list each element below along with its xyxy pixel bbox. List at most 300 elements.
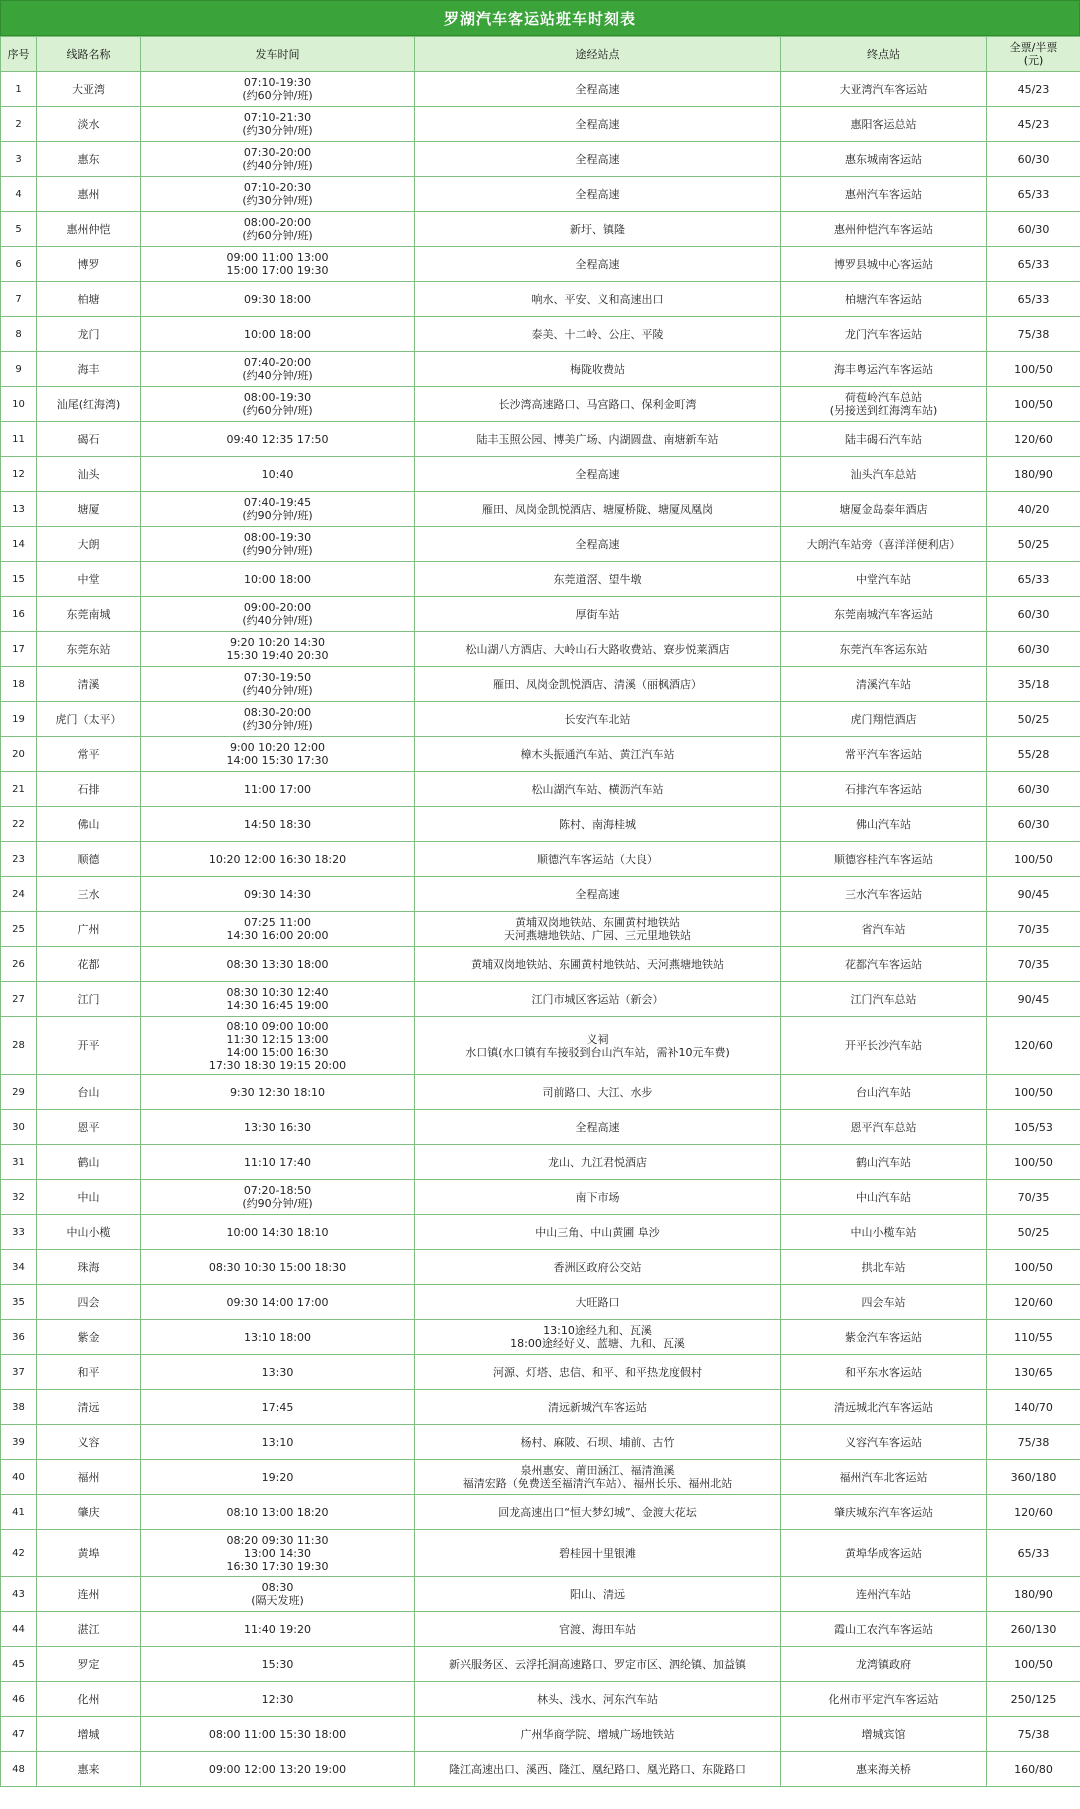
cell-via: 河源、灯塔、忠信、和平、和平热龙度假村 <box>415 1355 781 1390</box>
cell-no: 32 <box>1 1180 37 1215</box>
cell-no: 48 <box>1 1752 37 1787</box>
cell-time: 14:50 18:30 <box>141 807 415 842</box>
cell-fare: 360/180 <box>987 1460 1080 1495</box>
cell-no: 15 <box>1 562 37 597</box>
cell-line: 开平 <box>37 1017 141 1075</box>
cell-time: 08:00-20:00 (约60分钟/班) <box>141 212 415 247</box>
cell-no: 10 <box>1 387 37 422</box>
cell-dest: 汕头汽车总站 <box>781 457 987 492</box>
cell-time: 07:10-19:30 (约60分钟/班) <box>141 72 415 107</box>
table-row <box>1 107 1080 142</box>
cell-no: 45 <box>1 1647 37 1682</box>
table-row <box>1 807 1080 842</box>
table-row <box>1 352 1080 387</box>
table-row <box>1 1717 1080 1752</box>
cell-line: 惠来 <box>37 1752 141 1787</box>
cell-line: 福州 <box>37 1460 141 1495</box>
cell-line: 龙门 <box>37 317 141 352</box>
cell-dest: 拱北车站 <box>781 1250 987 1285</box>
cell-via: 泰美、十二岭、公庄、平陵 <box>415 317 781 352</box>
cell-via: 松山湖汽车站、横沥汽车站 <box>415 772 781 807</box>
cell-via: 黄埔双岗地铁站、东圃黄村地铁站、天河燕塘地铁站 <box>415 947 781 982</box>
cell-no: 39 <box>1 1425 37 1460</box>
timetable <box>0 36 1080 1787</box>
cell-dest: 开平长沙汽车站 <box>781 1017 987 1075</box>
table-row <box>1 317 1080 352</box>
cell-time: 17:45 <box>141 1390 415 1425</box>
cell-time: 13:10 <box>141 1425 415 1460</box>
cell-time: 9:30 12:30 18:10 <box>141 1075 415 1110</box>
table-row <box>1 947 1080 982</box>
table-row <box>1 667 1080 702</box>
table-row <box>1 702 1080 737</box>
cell-no: 46 <box>1 1682 37 1717</box>
table-row <box>1 632 1080 667</box>
cell-dest: 荷苞岭汽车总站 (另接送到红海湾车站) <box>781 387 987 422</box>
cell-via: 全程高速 <box>415 457 781 492</box>
cell-dest: 霞山工农汽车客运站 <box>781 1612 987 1647</box>
header-row <box>1 37 1080 72</box>
cell-time: 07:40-20:00 (约40分钟/班) <box>141 352 415 387</box>
cell-no: 41 <box>1 1495 37 1530</box>
table-row <box>1 387 1080 422</box>
cell-line: 恩平 <box>37 1110 141 1145</box>
cell-no: 17 <box>1 632 37 667</box>
cell-via: 全程高速 <box>415 72 781 107</box>
cell-time: 09:30 14:30 <box>141 877 415 912</box>
cell-via: 樟木头振通汽车站、黄江汽车站 <box>415 737 781 772</box>
cell-line: 连州 <box>37 1577 141 1612</box>
cell-fare: 100/50 <box>987 352 1080 387</box>
cell-dest: 增城宾馆 <box>781 1717 987 1752</box>
cell-fare: 90/45 <box>987 982 1080 1017</box>
cell-via: 全程高速 <box>415 877 781 912</box>
table-row <box>1 1752 1080 1787</box>
cell-fare: 45/23 <box>987 107 1080 142</box>
cell-time: 08:30-20:00 (约30分钟/班) <box>141 702 415 737</box>
cell-time: 08:00-19:30 (约60分钟/班) <box>141 387 415 422</box>
cell-via: 碧桂园十里银滩 <box>415 1530 781 1577</box>
cell-time: 11:40 19:20 <box>141 1612 415 1647</box>
cell-time: 10:00 18:00 <box>141 317 415 352</box>
cell-via: 香洲区政府公交站 <box>415 1250 781 1285</box>
cell-line: 中山小榄 <box>37 1215 141 1250</box>
cell-dest: 龙门汽车客运站 <box>781 317 987 352</box>
cell-via: 松山湖八方酒店、大岭山石大路收费站、寮步悦莱酒店 <box>415 632 781 667</box>
cell-no: 30 <box>1 1110 37 1145</box>
cell-line: 四会 <box>37 1285 141 1320</box>
cell-time: 08:20 09:30 11:30 13:00 14:30 16:30 17:30 19:30 <box>141 1530 415 1577</box>
cell-no: 23 <box>1 842 37 877</box>
cell-dest: 和平东水客运站 <box>781 1355 987 1390</box>
cell-line: 惠东 <box>37 142 141 177</box>
cell-line: 东莞南城 <box>37 597 141 632</box>
cell-via: 义祠 水口镇(水口镇有车接驳到台山汽车站，需补10元车费) <box>415 1017 781 1075</box>
table-row <box>1 1285 1080 1320</box>
cell-via: 长安汽车北站 <box>415 702 781 737</box>
cell-time: 08:00-19:30 (约90分钟/班) <box>141 527 415 562</box>
cell-no: 43 <box>1 1577 37 1612</box>
cell-via: 雁田、凤岗金凯悦酒店、塘厦桥陇、塘厦凤凰岗 <box>415 492 781 527</box>
table-row <box>1 177 1080 212</box>
cell-via: 梅陇收费站 <box>415 352 781 387</box>
cell-via: 陆丰玉照公园、博美广场、内湖圆盘、南塘新车站 <box>415 422 781 457</box>
header-no: 序号 <box>1 37 37 72</box>
cell-via: 13:10途经九和、瓦溪 18:00途经好义、蓝塘、九和、瓦溪 <box>415 1320 781 1355</box>
cell-line: 惠州 <box>37 177 141 212</box>
cell-no: 35 <box>1 1285 37 1320</box>
table-row <box>1 422 1080 457</box>
table-row <box>1 1530 1080 1577</box>
cell-fare: 100/50 <box>987 1145 1080 1180</box>
cell-via: 新圩、镇隆 <box>415 212 781 247</box>
cell-no: 5 <box>1 212 37 247</box>
cell-line: 和平 <box>37 1355 141 1390</box>
table-row <box>1 1075 1080 1110</box>
cell-via: 泉州惠安、莆田涵江、福清渔溪 福清宏路（免费送至福清汽车站）、福州长乐、福州北站 <box>415 1460 781 1495</box>
table-row <box>1 1250 1080 1285</box>
cell-line: 珠海 <box>37 1250 141 1285</box>
cell-via: 中山三角、中山黄圃 阜沙 <box>415 1215 781 1250</box>
cell-no: 22 <box>1 807 37 842</box>
cell-no: 9 <box>1 352 37 387</box>
cell-fare: 70/35 <box>987 947 1080 982</box>
cell-line: 淡水 <box>37 107 141 142</box>
cell-line: 佛山 <box>37 807 141 842</box>
cell-dest: 台山汽车站 <box>781 1075 987 1110</box>
cell-time: 09:30 18:00 <box>141 282 415 317</box>
table-row <box>1 1460 1080 1495</box>
cell-via: 清远新城汽车客运站 <box>415 1390 781 1425</box>
cell-via: 陈村、南海桂城 <box>415 807 781 842</box>
cell-via: 阳山、清远 <box>415 1577 781 1612</box>
cell-fare: 60/30 <box>987 632 1080 667</box>
cell-time: 08:30 (隔天发班) <box>141 1577 415 1612</box>
cell-via: 林头、浅水、河东汽车站 <box>415 1682 781 1717</box>
cell-no: 18 <box>1 667 37 702</box>
cell-line: 大朗 <box>37 527 141 562</box>
cell-dest: 清溪汽车站 <box>781 667 987 702</box>
cell-no: 21 <box>1 772 37 807</box>
cell-dest: 惠州仲恺汽车客运站 <box>781 212 987 247</box>
cell-time: 09:40 12:35 17:50 <box>141 422 415 457</box>
table-row <box>1 142 1080 177</box>
cell-no: 2 <box>1 107 37 142</box>
cell-fare: 75/38 <box>987 317 1080 352</box>
cell-fare: 50/25 <box>987 1215 1080 1250</box>
cell-time: 12:30 <box>141 1682 415 1717</box>
cell-no: 11 <box>1 422 37 457</box>
cell-via: 杨村、麻陂、石坝、埔前、古竹 <box>415 1425 781 1460</box>
table-row <box>1 212 1080 247</box>
cell-time: 08:30 10:30 12:40 14:30 16:45 19:00 <box>141 982 415 1017</box>
cell-no: 13 <box>1 492 37 527</box>
cell-time: 08:10 09:00 10:00 11:30 12:15 13:00 14:00 15:00 16:30 17:30 18:30 19:15 20:00 <box>141 1017 415 1075</box>
cell-line: 博罗 <box>37 247 141 282</box>
header-dest: 终点站 <box>781 37 987 72</box>
cell-no: 6 <box>1 247 37 282</box>
cell-dest: 陆丰碣石汽车站 <box>781 422 987 457</box>
cell-via: 全程高速 <box>415 1110 781 1145</box>
cell-line: 顺德 <box>37 842 141 877</box>
cell-via: 全程高速 <box>415 527 781 562</box>
cell-line: 肇庆 <box>37 1495 141 1530</box>
cell-fare: 105/53 <box>987 1110 1080 1145</box>
cell-via: 广州华商学院、增城广场地铁站 <box>415 1717 781 1752</box>
cell-line: 江门 <box>37 982 141 1017</box>
table-row <box>1 1215 1080 1250</box>
cell-via: 黄埔双岗地铁站、东圃黄村地铁站 天河燕塘地铁站、广园、三元里地铁站 <box>415 912 781 947</box>
table-row <box>1 877 1080 912</box>
header-line: 线路名称 <box>37 37 141 72</box>
cell-no: 28 <box>1 1017 37 1075</box>
cell-line: 大亚湾 <box>37 72 141 107</box>
cell-time: 07:40-19:45 (约90分钟/班) <box>141 492 415 527</box>
table-row <box>1 1612 1080 1647</box>
cell-dest: 清远城北汽车客运站 <box>781 1390 987 1425</box>
cell-via: 全程高速 <box>415 177 781 212</box>
cell-fare: 70/35 <box>987 1180 1080 1215</box>
cell-fare: 100/50 <box>987 842 1080 877</box>
cell-dest: 惠州汽车客运站 <box>781 177 987 212</box>
cell-line: 碣石 <box>37 422 141 457</box>
cell-no: 14 <box>1 527 37 562</box>
cell-dest: 惠东城南客运站 <box>781 142 987 177</box>
cell-no: 3 <box>1 142 37 177</box>
cell-fare: 160/80 <box>987 1752 1080 1787</box>
cell-fare: 180/90 <box>987 1577 1080 1612</box>
cell-fare: 65/33 <box>987 177 1080 212</box>
cell-dest: 大朗汽车站旁（喜洋洋便利店） <box>781 527 987 562</box>
table-row <box>1 1145 1080 1180</box>
cell-time: 10:20 12:00 16:30 18:20 <box>141 842 415 877</box>
cell-time: 11:00 17:00 <box>141 772 415 807</box>
cell-line: 台山 <box>37 1075 141 1110</box>
cell-no: 44 <box>1 1612 37 1647</box>
cell-fare: 100/50 <box>987 387 1080 422</box>
table-row <box>1 562 1080 597</box>
cell-via: 龙山、九江君悦酒店 <box>415 1145 781 1180</box>
cell-dest: 三水汽车客运站 <box>781 877 987 912</box>
cell-time: 07:10-21:30 (约30分钟/班) <box>141 107 415 142</box>
cell-via: 新兴服务区、云浮托洞高速路口、罗定市区、泗纶镇、加益镇 <box>415 1647 781 1682</box>
cell-time: 07:10-20:30 (约30分钟/班) <box>141 177 415 212</box>
cell-no: 4 <box>1 177 37 212</box>
table-row <box>1 1017 1080 1075</box>
page-title: 罗湖汽车客运站班车时刻表 <box>0 0 1080 36</box>
cell-no: 26 <box>1 947 37 982</box>
cell-no: 7 <box>1 282 37 317</box>
table-row <box>1 72 1080 107</box>
table-row <box>1 737 1080 772</box>
cell-fare: 130/65 <box>987 1355 1080 1390</box>
cell-fare: 100/50 <box>987 1647 1080 1682</box>
cell-fare: 55/28 <box>987 737 1080 772</box>
cell-dest: 恩平汽车总站 <box>781 1110 987 1145</box>
cell-line: 中堂 <box>37 562 141 597</box>
cell-dest: 江门汽车总站 <box>781 982 987 1017</box>
cell-fare: 60/30 <box>987 807 1080 842</box>
cell-fare: 260/130 <box>987 1612 1080 1647</box>
cell-via: 厚街车站 <box>415 597 781 632</box>
cell-via: 东莞道滘、望牛墩 <box>415 562 781 597</box>
cell-fare: 75/38 <box>987 1717 1080 1752</box>
cell-line: 罗定 <box>37 1647 141 1682</box>
cell-time: 07:30-19:50 (约40分钟/班) <box>141 667 415 702</box>
cell-via: 响水、平安、义和高速出口 <box>415 282 781 317</box>
cell-dest: 四会车站 <box>781 1285 987 1320</box>
table-row <box>1 1577 1080 1612</box>
cell-dest: 柏塘汽车客运站 <box>781 282 987 317</box>
cell-via: 全程高速 <box>415 142 781 177</box>
cell-line: 广州 <box>37 912 141 947</box>
cell-no: 36 <box>1 1320 37 1355</box>
cell-fare: 60/30 <box>987 597 1080 632</box>
cell-time: 09:00-20:00 (约40分钟/班) <box>141 597 415 632</box>
cell-via: 南下市场 <box>415 1180 781 1215</box>
cell-via: 大旺路口 <box>415 1285 781 1320</box>
cell-fare: 120/60 <box>987 1495 1080 1530</box>
cell-time: 08:30 10:30 15:00 18:30 <box>141 1250 415 1285</box>
cell-via: 隆江高速出口、溪西、隆江、凰纪路口、凰光路口、东陇路口 <box>415 1752 781 1787</box>
cell-dest: 中山汽车站 <box>781 1180 987 1215</box>
cell-fare: 50/25 <box>987 527 1080 562</box>
cell-no: 8 <box>1 317 37 352</box>
cell-fare: 60/30 <box>987 772 1080 807</box>
cell-time: 9:00 10:20 12:00 14:00 15:30 17:30 <box>141 737 415 772</box>
cell-line: 花都 <box>37 947 141 982</box>
cell-no: 1 <box>1 72 37 107</box>
cell-dest: 肇庆城东汽车客运站 <box>781 1495 987 1530</box>
cell-fare: 65/33 <box>987 1530 1080 1577</box>
cell-time: 19:20 <box>141 1460 415 1495</box>
cell-fare: 180/90 <box>987 457 1080 492</box>
cell-time: 13:30 <box>141 1355 415 1390</box>
cell-line: 清溪 <box>37 667 141 702</box>
table-row <box>1 842 1080 877</box>
cell-fare: 100/50 <box>987 1075 1080 1110</box>
table-row <box>1 1495 1080 1530</box>
cell-line: 塘厦 <box>37 492 141 527</box>
cell-time: 13:10 18:00 <box>141 1320 415 1355</box>
header-time: 发车时间 <box>141 37 415 72</box>
cell-fare: 60/30 <box>987 212 1080 247</box>
cell-time: 11:10 17:40 <box>141 1145 415 1180</box>
cell-line: 海丰 <box>37 352 141 387</box>
cell-line: 东莞东站 <box>37 632 141 667</box>
cell-time: 07:30-20:00 (约40分钟/班) <box>141 142 415 177</box>
cell-dest: 佛山汽车站 <box>781 807 987 842</box>
cell-fare: 70/35 <box>987 912 1080 947</box>
cell-line: 石排 <box>37 772 141 807</box>
cell-dest: 惠阳客运总站 <box>781 107 987 142</box>
table-row <box>1 282 1080 317</box>
cell-no: 25 <box>1 912 37 947</box>
cell-dest: 福州汽车北客运站 <box>781 1460 987 1495</box>
cell-fare: 75/38 <box>987 1425 1080 1460</box>
cell-dest: 博罗县城中心客运站 <box>781 247 987 282</box>
cell-no: 12 <box>1 457 37 492</box>
cell-dest: 花都汽车客运站 <box>781 947 987 982</box>
cell-line: 三水 <box>37 877 141 912</box>
cell-dest: 义容汽车客运站 <box>781 1425 987 1460</box>
cell-fare: 100/50 <box>987 1250 1080 1285</box>
header-fare: 全票/半票 (元) <box>987 37 1080 72</box>
cell-no: 40 <box>1 1460 37 1495</box>
cell-time: 09:00 11:00 13:00 15:00 17:00 19:30 <box>141 247 415 282</box>
cell-fare: 65/33 <box>987 562 1080 597</box>
cell-no: 16 <box>1 597 37 632</box>
cell-via: 顺德汽车客运站（大良） <box>415 842 781 877</box>
cell-no: 38 <box>1 1390 37 1425</box>
cell-dest: 塘厦金岛泰年酒店 <box>781 492 987 527</box>
cell-line: 惠州仲恺 <box>37 212 141 247</box>
cell-dest: 东莞汽车客运东站 <box>781 632 987 667</box>
cell-via: 江门市城区客运站（新会） <box>415 982 781 1017</box>
cell-dest: 东莞南城汽车客运站 <box>781 597 987 632</box>
table-row <box>1 772 1080 807</box>
cell-time: 09:00 12:00 13:20 19:00 <box>141 1752 415 1787</box>
cell-line: 增城 <box>37 1717 141 1752</box>
cell-no: 27 <box>1 982 37 1017</box>
cell-time: 10:40 <box>141 457 415 492</box>
cell-line: 湛江 <box>37 1612 141 1647</box>
table-row <box>1 1355 1080 1390</box>
cell-time: 07:20-18:50 (约90分钟/班) <box>141 1180 415 1215</box>
cell-dest: 化州市平定汽车客运站 <box>781 1682 987 1717</box>
cell-via: 雁田、凤岗金凯悦酒店、清溪（丽枫酒店） <box>415 667 781 702</box>
cell-dest: 省汽车站 <box>781 912 987 947</box>
cell-line: 汕尾(红海湾) <box>37 387 141 422</box>
cell-dest: 紫金汽车客运站 <box>781 1320 987 1355</box>
cell-fare: 65/33 <box>987 282 1080 317</box>
cell-fare: 90/45 <box>987 877 1080 912</box>
cell-fare: 120/60 <box>987 1017 1080 1075</box>
cell-line: 黄埠 <box>37 1530 141 1577</box>
table-row <box>1 912 1080 947</box>
cell-dest: 连州汽车站 <box>781 1577 987 1612</box>
cell-line: 柏塘 <box>37 282 141 317</box>
cell-time: 09:30 14:00 17:00 <box>141 1285 415 1320</box>
table-row <box>1 1180 1080 1215</box>
table-row <box>1 597 1080 632</box>
table-row <box>1 527 1080 562</box>
cell-dest: 顺德容桂汽车客运站 <box>781 842 987 877</box>
cell-via: 官渡、海田车站 <box>415 1612 781 1647</box>
cell-line: 常平 <box>37 737 141 772</box>
cell-no: 24 <box>1 877 37 912</box>
cell-time: 08:10 13:00 18:20 <box>141 1495 415 1530</box>
cell-line: 鹤山 <box>37 1145 141 1180</box>
cell-line: 化州 <box>37 1682 141 1717</box>
cell-via: 回龙高速出口“恒大梦幻城”、金渡大花坛 <box>415 1495 781 1530</box>
cell-no: 47 <box>1 1717 37 1752</box>
cell-line: 中山 <box>37 1180 141 1215</box>
cell-time: 15:30 <box>141 1647 415 1682</box>
cell-fare: 250/125 <box>987 1682 1080 1717</box>
cell-time: 13:30 16:30 <box>141 1110 415 1145</box>
cell-fare: 50/25 <box>987 702 1080 737</box>
cell-dest: 虎门翔恺酒店 <box>781 702 987 737</box>
cell-no: 20 <box>1 737 37 772</box>
cell-dest: 中堂汽车站 <box>781 562 987 597</box>
table-row <box>1 1682 1080 1717</box>
cell-fare: 65/33 <box>987 247 1080 282</box>
table-row <box>1 1647 1080 1682</box>
table-row <box>1 1110 1080 1145</box>
cell-dest: 海丰粤运汽车客运站 <box>781 352 987 387</box>
cell-via: 全程高速 <box>415 107 781 142</box>
